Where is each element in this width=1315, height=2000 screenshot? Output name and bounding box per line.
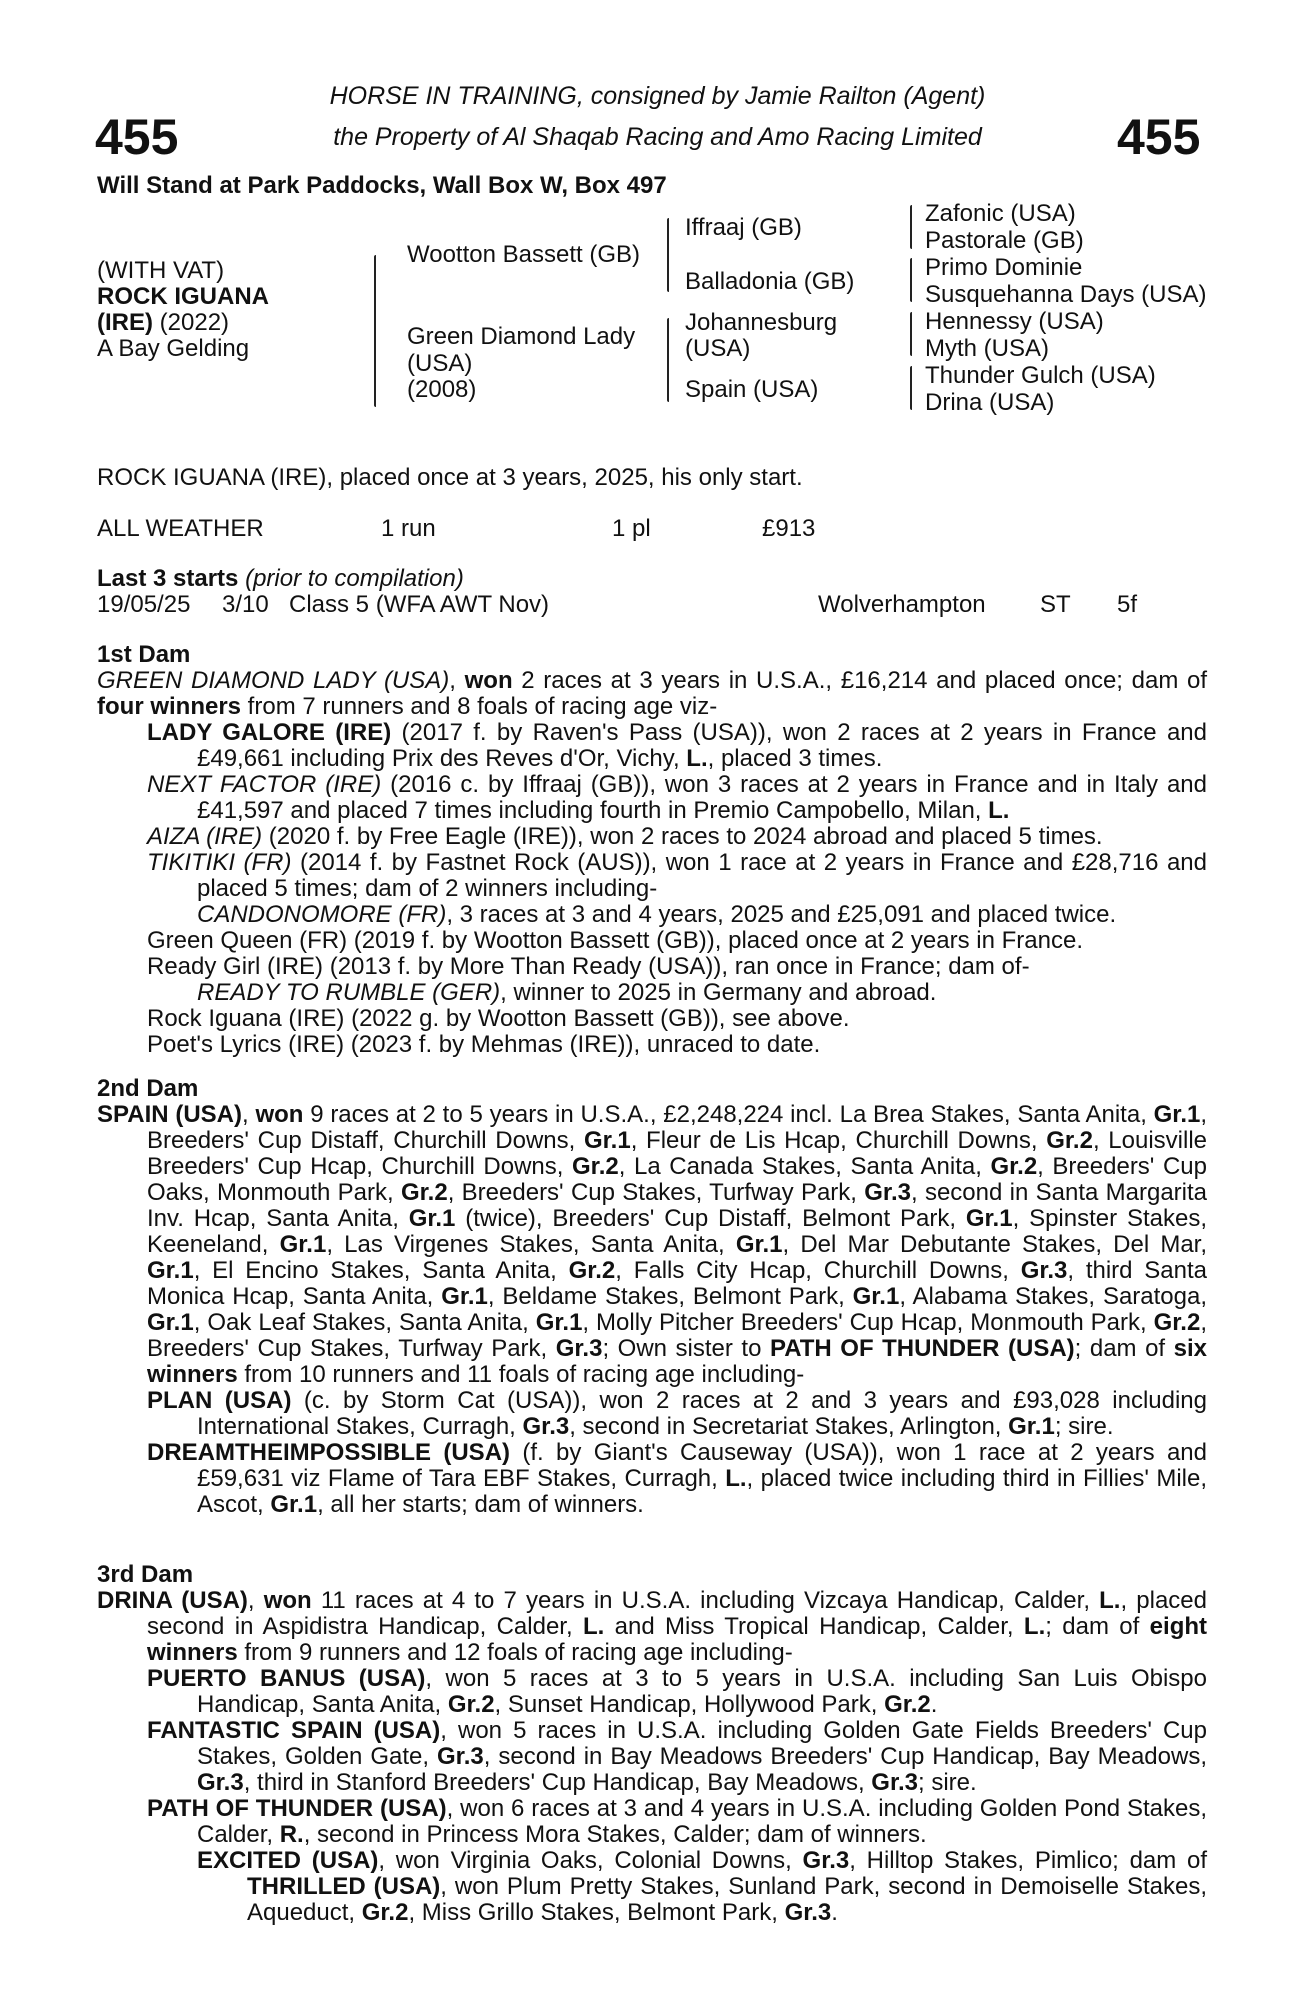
ped-ddd: Drina (USA): [925, 389, 1055, 416]
ped-dsd: Myth (USA): [925, 335, 1050, 362]
horse-origin: [97, 310, 229, 336]
start-race: Class 5 (WFA AWT Nov): [289, 591, 550, 618]
dam2-entry: SPAIN (USA), won 9 races at 2 to 5 years in U.S.A., £2,248,224 incl. La Brea Stakes, Santa Anita, Gr.1, Breeders' Cup Distaff, Churchill Downs, Gr.1, Fleur de Lis Hcap, Churchill Downs, Gr.2, Louisville Breeders' Cup Hcap, Churchill Downs, Gr.2, La Canada Stakes, Santa Anita, Gr.2, Breeders' Cup Oaks, Monmouth Park, Gr.2, Breeders' Cup Stakes, Turfway Park, Gr.3, second in Santa Margarita Inv. Hcap, Santa Anita, Gr.1 (twice), Breeders' Cup Distaff, Belmont Park, Gr.1, Spinster Stakes, Keeneland, Gr.1, Las Virgenes Stakes, Santa Anita, Gr.1, Del Mar Debutante Stakes, Del Mar, Gr.1, El Encino Stakes, Santa Anita, Gr.2, Falls City Hcap, Churchill Downs, Gr.3, third Santa Monica Hcap, Santa Anita, Gr.1, Beldame Stakes, Belmont Park, Gr.1, Alabama Stakes, Saratoga, Gr.1, Oak Leaf Stakes, Santa Anita, Gr.1, Molly Pitcher Breeders' Cup Hcap, Monmouth Park, Gr.2, Breeders' Cup Stakes, Turfway Park, Gr.3; Own sister to PATH OF THUNDER (USA); dam of six winners from 10 runners and 11 foals of racing age including-: [97, 1101, 1208, 1388]
dam2-entry: PLAN (USA) (c. by Storm Cat (USA)), won 2 races at 2 and 3 years and £93,028 including International Stakes, Curragh, Gr.3, second in Secretariat Stakes, Arlington, Gr.1; sire.: [147, 1387, 1208, 1440]
ped-dam-sire-l1: Johannesburg: [685, 309, 838, 336]
ped-sire-sire: Iffraaj (GB): [685, 214, 802, 241]
brace-ss: [910, 205, 912, 249]
ped-sdd: Susquehanna Days (USA): [925, 281, 1207, 308]
horse-year: (2022): [153, 309, 230, 336]
ped-dds: Thunder Gulch (USA): [925, 362, 1156, 389]
record-surface: ALL WEATHER: [97, 515, 264, 542]
horse-country: (IRE): [97, 309, 153, 336]
horse-name: ROCK IGUANA: [97, 283, 269, 310]
header-line1: HORSE IN TRAINING, consigned by Jamie Railton (Agent): [329, 82, 986, 110]
start-date: 19/05/25: [97, 591, 191, 618]
brace-sd: [910, 258, 912, 302]
start-distance: 5f: [1117, 591, 1138, 618]
ped-dam-l2: (USA): [407, 350, 473, 377]
dam1-entry: LADY GALORE (IRE) (2017 f. by Raven's Pass (USA)), won 2 races at 2 years in France and £49,661 including Prix des Reves d'Or, Vichy, L., placed 3 times.: [147, 719, 1207, 772]
last-starts-heading: [97, 566, 464, 592]
dam3-entry: DRINA (USA), won 11 races at 4 to 7 years in U.S.A. including Vizcaya Handicap, Calder, L., placed second in Aspidistra Handicap, Calder, L. and Miss Tropical Handicap, Calder, L.; dam of eight winners from 9 runners and 12 foals of racing age including-: [97, 1587, 1207, 1666]
dam1-entry: Green Queen (FR) (2019 f. by Wootton Bassett (GB)), placed once at 2 years in France.: [147, 927, 1083, 954]
record-placed: 1 pl: [612, 515, 651, 542]
dam3-title: 3rd Dam: [97, 1561, 194, 1588]
ped-dam-dam: Spain (USA): [685, 376, 819, 403]
brace-sire: [667, 218, 669, 292]
dam1-title: 1st Dam: [97, 641, 191, 668]
section-1st-dam: [97, 642, 1207, 1058]
dam2-title: 2nd Dam: [97, 1075, 199, 1102]
dam3-entry: FANTASTIC SPAIN (USA), won 5 races in U.S.A. including Golden Gate Fields Breeders' Cup Stakes, Golden Gate, Gr.3, second in Bay Meadows Breeders' Cup Handicap, Bay Meadows, Gr.3, third in Stanford Breeders' Cup Handicap, Bay Meadows, Gr.3; sire.: [147, 1717, 1207, 1796]
dam1-entry: Rock Iguana (IRE) (2022 g. by Wootton Bassett (GB)), see above.: [147, 1005, 850, 1032]
ped-dss: Hennessy (USA): [925, 308, 1104, 335]
ped-ssd: Pastorale (GB): [925, 227, 1084, 254]
horse-description: A Bay Gelding: [97, 335, 250, 362]
dam1-entry: CANDONOMORE (FR), 3 races at 3 and 4 years, 2025 and £25,091 and placed twice.: [197, 901, 1117, 928]
ped-dam-sire-l2: (USA): [685, 335, 751, 362]
dam3-entry: EXCITED (USA), won Virginia Oaks, Colonial Downs, Gr.3, Hilltop Stakes, Pimlico; dam of THRILLED (USA), won Plum Pretty Stakes, Sunland Park, second in Demoiselle Stakes, Aqueduct, Gr.2, Miss Grillo Stakes, Belmont Park, Gr.3.: [197, 1847, 1207, 1926]
dam1-entry: Ready Girl (IRE) (2013 f. by More Than Ready (USA)), ran once in France; dam of-: [147, 953, 1030, 980]
record-earnings: £913: [762, 515, 816, 542]
ped-dam-l1: Green Diamond Lady: [407, 323, 636, 350]
vat-note: (WITH VAT): [97, 257, 225, 284]
brace-ds: [910, 312, 912, 356]
brace-dam: [667, 318, 669, 402]
brace-gen1: [374, 255, 376, 407]
race-summary: ROCK IGUANA (IRE), placed once at 3 years, 2025, his only start.: [97, 464, 803, 491]
ped-sire: Wootton Bassett (GB): [407, 241, 640, 268]
header-line2: the Property of Al Shaqab Racing and Amo Racing Limited: [333, 123, 982, 151]
lot-number-left: 455: [95, 109, 179, 165]
lot-number-right: 455: [1117, 109, 1201, 165]
dam1-entry: TIKITIKI (FR) (2014 f. by Fastnet Rock (AUS)), won 1 race at 2 years in France and £28,716 and placed 5 times; dam of 2 winners including-: [147, 849, 1207, 902]
dam1-entry: NEXT FACTOR (IRE) (2016 c. by Iffraaj (GB)), won 3 races at 2 years in France and in Italy and £41,597 and placed 7 times including fourth in Premio Campobello, Milan, L.: [147, 771, 1207, 824]
ped-sss: Zafonic (USA): [925, 200, 1076, 227]
dam1-entry: AIZA (IRE) (2020 f. by Free Eagle (IRE)), won 2 races to 2024 abroad and placed 5 times.: [147, 823, 1103, 850]
dam3-entry: PATH OF THUNDER (USA), won 6 races at 3 and 4 years in U.S.A. including Golden Pond Stakes, Calder, R., second in Princess Mora Stakes, Calder; dam of winners.: [147, 1795, 1207, 1848]
ped-dam-l3: (2008): [407, 376, 477, 403]
last-starts-note: (prior to compilation): [245, 565, 464, 592]
start-position: 3/10: [222, 591, 269, 618]
dam1-entry: READY TO RUMBLE (GER), winner to 2025 in Germany and abroad.: [197, 979, 937, 1006]
start-course: Wolverhampton: [818, 591, 986, 618]
record-runs: 1 run: [381, 515, 436, 542]
dam3-entry: PUERTO BANUS (USA), won 5 races at 3 to 5 years in U.S.A. including San Luis Obispo Handicap, Santa Anita, Gr.2, Sunset Handicap, Hollywood Park, Gr.2.: [147, 1665, 1207, 1718]
section-3rd-dam: [97, 1562, 1207, 1926]
section-2nd-dam: [97, 1076, 1207, 1518]
last-starts-title: Last 3 starts: [97, 565, 239, 592]
stand-location: Will Stand at Park Paddocks, Wall Box W, Box 497: [97, 172, 667, 199]
ped-sire-dam: Balladonia (GB): [685, 268, 855, 295]
dam1-entry: Poet's Lyrics (IRE) (2023 f. by Mehmas (IRE)), unraced to date.: [147, 1031, 821, 1058]
start-going: ST: [1040, 591, 1071, 618]
dam2-entry: DREAMTHEIMPOSSIBLE (USA) (f. by Giant's Causeway (USA)), won 1 race at 2 years and £59,631 viz Flame of Tara EBF Stakes, Curragh, L., placed twice including third in Fillies' Mile, Ascot, Gr.1, all her starts; dam of winners.: [147, 1439, 1208, 1518]
dam1-entry: GREEN DIAMOND LADY (USA), won 2 races at 3 years in U.S.A., £16,214 and placed once; dam of four winners from 7 runners and 8 foals of racing age viz-: [97, 667, 1208, 720]
brace-dd: [910, 366, 912, 410]
ped-sds: Primo Dominie: [925, 254, 1083, 281]
